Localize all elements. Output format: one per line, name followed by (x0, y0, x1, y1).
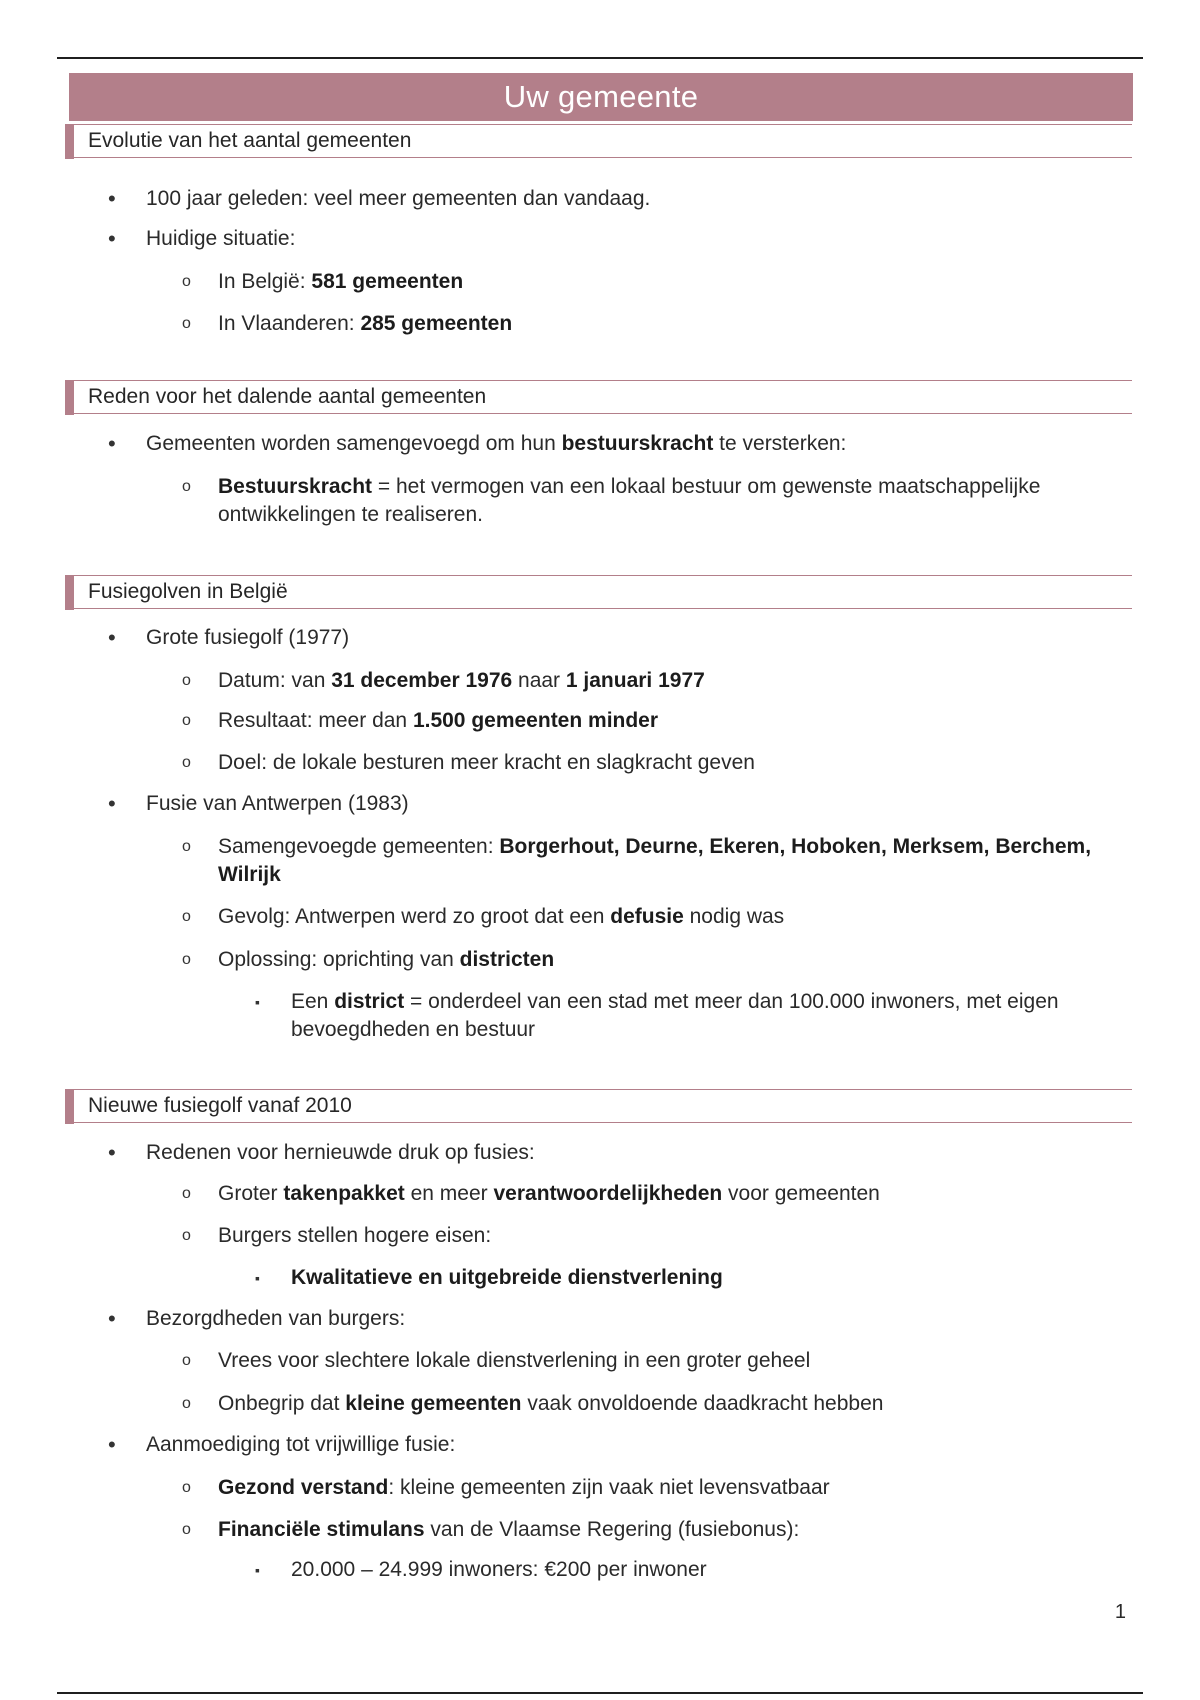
section-heading-reden (65, 380, 1132, 414)
section-heading-text: Nieuwe fusiegolf vanaf 2010 (88, 1094, 352, 1117)
bullet-level2: o (182, 273, 191, 290)
list-item: Grote fusiegolf (1977) (146, 626, 350, 649)
list-item: Een district = onderdeel van een stad met meer dan 100.000 inwoners, met eigen bevoegdheden en bestuur (291, 990, 1059, 1041)
bullet-level2: o (182, 1352, 191, 1369)
list-item: Gevolg: Antwerpen werd zo groot dat een defusie nodig was (218, 905, 785, 928)
bullet-level2: o (182, 951, 191, 968)
bullet-level1: • (108, 1432, 116, 1457)
page-number: 1 (1114, 1601, 1126, 1623)
list-item: Burgers stellen hogere eisen: (218, 1224, 492, 1247)
bullet-level1: • (108, 186, 116, 211)
bullet-level2: o (182, 712, 191, 729)
list-item: Bestuurskracht = het vermogen van een lokaal bestuur om gewenste maatschappelijke ontwikkelingen te realiseren. (218, 475, 1041, 526)
list-item: Gezond verstand: kleine gemeenten zijn vaak niet levensvatbaar (218, 1476, 830, 1499)
list-item: Huidige situatie: (146, 227, 296, 250)
bullet-level2: o (182, 1479, 191, 1496)
list-item: In Vlaanderen: 285 gemeenten (218, 312, 513, 335)
list-item: Redenen voor hernieuwde druk op fusies: (146, 1141, 535, 1164)
list-item: Vrees voor slechtere lokale dienstverlening in een groter geheel (218, 1349, 811, 1372)
list-item: Onbegrip dat kleine gemeenten vaak onvoldoende daadkracht hebben (218, 1392, 884, 1415)
section-heading-evolutie (65, 124, 1132, 158)
header-rule (57, 57, 1143, 59)
bullet-level3: ▪ (255, 1270, 260, 1286)
list-item: 100 jaar geleden: veel meer gemeenten dan vandaag. (146, 187, 651, 210)
bullet-level2: o (182, 1185, 191, 1202)
list-item: 20.000 – 24.999 inwoners: €200 per inwoner (291, 1558, 707, 1581)
bullet-level2: o (182, 754, 191, 771)
bullet-level2: o (182, 1521, 191, 1538)
page-title: Uw gemeente (69, 73, 1133, 121)
list-item: Groter takenpakket en meer verantwoordelijkheden voor gemeenten (218, 1182, 880, 1205)
bullet-level1: • (108, 1140, 116, 1165)
bullet-level1: • (108, 791, 116, 816)
bullet-level2: o (182, 478, 191, 495)
list-item: Fusie van Antwerpen (1983) (146, 792, 409, 815)
bullet-level3: ▪ (255, 1562, 260, 1578)
section-heading-text: Reden voor het dalende aantal gemeenten (88, 385, 487, 408)
footer-rule (57, 1692, 1143, 1694)
bullet-level1: • (108, 1306, 116, 1331)
list-item: Datum: van 31 december 1976 naar 1 januari 1977 (218, 669, 705, 692)
bullet-level2: o (182, 838, 191, 855)
list-item: Kwalitatieve en uitgebreide dienstverlening (291, 1266, 723, 1289)
bullet-level1: • (108, 226, 116, 251)
list-item: Samengevoegde gemeenten: Borgerhout, Deurne, Ekeren, Hoboken, Merksem, Berchem, Wilrijk (218, 835, 1092, 886)
list-item: Financiële stimulans van de Vlaamse Regering (fusiebonus): (218, 1518, 800, 1541)
section-heading-text: Fusiegolven in België (88, 580, 288, 603)
bullet-level1: • (108, 625, 116, 650)
bullet-level3: ▪ (255, 994, 260, 1010)
list-item: Gemeenten worden samengevoegd om hun bestuurskracht te versterken: (146, 432, 847, 455)
list-item: In België: 581 gemeenten (218, 270, 464, 293)
bullet-level2: o (182, 315, 191, 332)
list-item: Oplossing: oprichting van districten (218, 948, 555, 971)
list-item: Bezorgdheden van burgers: (146, 1307, 406, 1330)
list-item: Resultaat: meer dan 1.500 gemeenten minder (218, 709, 659, 732)
bullet-level2: o (182, 672, 191, 689)
bullet-level2: o (182, 1227, 191, 1244)
list-item: Aanmoediging tot vrijwillige fusie: (146, 1433, 456, 1456)
bullet-level2: o (182, 1395, 191, 1412)
bullet-level2: o (182, 908, 191, 925)
section-heading-text: Evolutie van het aantal gemeenten (88, 129, 412, 152)
list-item: Doel: de lokale besturen meer kracht en slagkracht geven (218, 751, 755, 774)
bullet-level1: • (108, 431, 116, 456)
section-heading-fusiegolven (65, 575, 1132, 609)
section-heading-nieuwe-fusiegolf (65, 1089, 1132, 1123)
